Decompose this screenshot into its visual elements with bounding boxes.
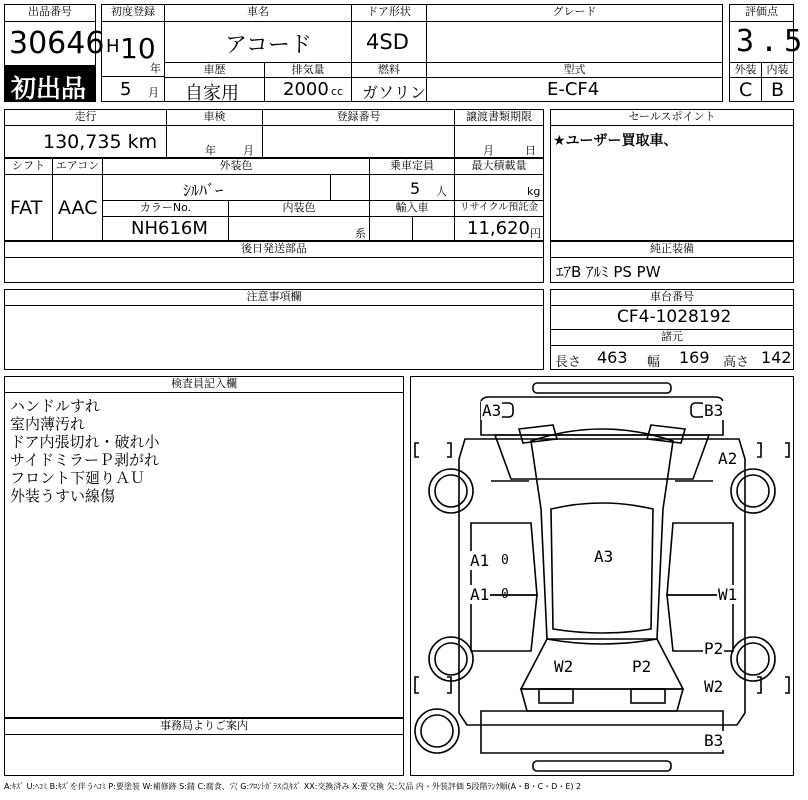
inspector-line-6: 外装うすい線傷 (10, 487, 116, 505)
length-label: 長さ (555, 355, 582, 370)
equipment-box (550, 257, 794, 283)
import-label: 輸入車 (369, 200, 455, 217)
recycle-label: リサイクル預託金 (454, 200, 544, 217)
shift-value: FAT (10, 197, 43, 219)
score-label: 評価点 (729, 4, 794, 22)
inspection-year-unit: 年 (205, 144, 216, 157)
notes-label: 注意事項欄 (4, 289, 544, 306)
interior-label: 内装 (761, 62, 794, 78)
inspection-month-unit: 月 (243, 144, 254, 157)
reg-year-box (101, 21, 165, 77)
chassis-number: CF4-1028192 (617, 307, 732, 327)
inspector-line-4: サイドミラーＰ剥がれ (10, 451, 159, 469)
mark-b3-rear: B3 (704, 731, 724, 750)
mark-w1-right: W1 (718, 585, 738, 604)
inspector-line-5: フロント下廻りＡＵ (10, 469, 146, 487)
recycle-box (454, 216, 544, 241)
load-label: 最大積載量 (454, 158, 544, 175)
first-listing-badge (4, 66, 96, 102)
dimensions-label: 諸元 (550, 329, 794, 346)
score-box (729, 21, 808, 63)
disp-box (264, 77, 352, 102)
plate-label: 登録番号 (262, 109, 455, 126)
mark-w2-right: W2 (704, 677, 724, 696)
mark-a3-roof: A3 (594, 547, 614, 566)
sales-point-box (550, 125, 794, 241)
equipment-value: ｴｱB ｱﾙﾐ PS PW (556, 263, 661, 281)
import-box-a (369, 216, 413, 241)
width-label: 幅 (647, 355, 661, 370)
fuel-value: ガソリン (362, 83, 427, 102)
inspector-line-2: 室内薄汚れ (10, 415, 86, 433)
mark-a1-left-rear: A1 (470, 585, 490, 604)
month-number: 5 (120, 79, 132, 100)
inspector-line-1: ハンドルすれ (10, 397, 101, 415)
ext-color-extra (330, 174, 370, 201)
fuel-box (351, 77, 427, 102)
lot-number: 30646 (9, 26, 105, 61)
height-label: 高さ (723, 355, 750, 370)
transfer-month-unit: 月 (483, 144, 494, 157)
length-value: 463 (597, 348, 628, 367)
ext-color-label: 外装色 (102, 158, 370, 175)
fuel-label: 燃料 (351, 62, 427, 78)
era: H (106, 36, 120, 57)
ext-color-box (102, 174, 331, 201)
reg-label: 初度登録 (101, 4, 165, 22)
equipment-label: 純正装備 (550, 241, 794, 258)
zero-mark-rear: 0 (501, 587, 509, 602)
shift-label: シフト (4, 158, 53, 175)
capacity-unit: 人 (436, 185, 447, 198)
capacity-box (369, 174, 455, 201)
load-box (454, 174, 544, 201)
mileage-value: 130,735 km (43, 131, 158, 153)
later-parts-label: 後日発送部品 (4, 241, 544, 258)
mark-b3-front-right: B3 (704, 401, 724, 420)
int-color-unit: 系 (355, 227, 366, 240)
sales-point-label: セールスポイント (550, 109, 794, 126)
color-no-box (102, 216, 229, 241)
chassis-box (550, 305, 794, 330)
zero-mark-front: 0 (501, 553, 509, 568)
car-outline (411, 377, 793, 775)
ext-color-value: ｼﾙﾊﾞｰ (183, 181, 224, 200)
disp-unit: cc (331, 85, 344, 98)
sales-point-text: ★ユーザー買取車、 (553, 133, 678, 149)
model-box (426, 77, 723, 102)
inspection-label: 車検 (166, 109, 263, 126)
mileage-label: 走行 (4, 109, 167, 126)
mark-a2-right: A2 (718, 449, 738, 468)
model-label: 型式 (426, 62, 723, 78)
office-box (4, 734, 404, 776)
ac-box (52, 174, 103, 241)
history-label: 車歴 (164, 62, 265, 78)
grade-label: グレード (426, 4, 723, 22)
lot-box (4, 21, 105, 66)
exterior-label: 外装 (729, 62, 762, 78)
inspection-box (166, 125, 263, 158)
door-label: ドア形状 (351, 4, 427, 22)
color-no-label: カラーNo. (102, 200, 229, 217)
door-type: 4SD (366, 30, 409, 54)
car-name: アコード (225, 33, 312, 58)
car-diagram (410, 376, 794, 776)
exterior-box (729, 77, 762, 102)
mark-p2-trunk: P2 (632, 657, 652, 676)
interior-score: B (771, 79, 785, 101)
interior-box (761, 77, 794, 102)
door-box (351, 21, 427, 63)
chassis-label: 車台番号 (550, 289, 794, 306)
first-listing-text: 初出品 (11, 74, 87, 103)
recycle-value: 11,620 (467, 218, 530, 239)
year-unit: 年 (150, 62, 161, 75)
mark-p2-right: P2 (704, 639, 724, 658)
history-value: 自家用 (185, 83, 239, 104)
mark-a3-front-left: A3 (482, 401, 502, 420)
capacity-label: 乗車定員 (369, 158, 455, 175)
office-label: 事務局よりご案内 (4, 718, 404, 735)
load-unit: kg (527, 185, 541, 198)
width-value: 169 (679, 348, 710, 367)
exterior-score: C (739, 79, 753, 101)
int-color-label: 内装色 (228, 200, 370, 217)
color-no-value: NH616M (131, 218, 208, 239)
history-box (164, 77, 265, 102)
mark-w2-trunk: W2 (554, 657, 574, 676)
model-value: E-CF4 (547, 79, 600, 100)
score-value: 3.5 (736, 24, 808, 59)
grade-box (426, 21, 723, 63)
year-number: 10 (120, 32, 156, 65)
transfer-day-unit: 日 (525, 144, 536, 157)
mark-a1-left-front: A1 (470, 551, 490, 570)
transfer-box (454, 125, 544, 158)
mileage-box (4, 125, 167, 158)
ac-label: エアコン (52, 158, 103, 175)
height-value: 142 (761, 348, 792, 367)
transfer-label: 譲渡書類期限 (454, 109, 544, 126)
inspector-label: 検査員記入欄 (4, 376, 404, 393)
plate-box (262, 125, 455, 158)
disp-label: 排気量 (264, 62, 352, 78)
legend-text: A:ｷｽﾞ U:ﾍｺﾐ B:ｷｽﾞを伴うﾍｺﾐ P:要塗装 W:補修跡 S:錆 C:腐食、穴 G:ﾌﾛﾝﾄｶﾞﾗｽ点ｷｽﾞ XX:交換済み X:要交換 欠:欠品 内・外装評価 5段階ﾗﾝｸ順(A・B・C・D・E) 2 (4, 782, 582, 791)
recycle-unit: 円 (530, 227, 541, 240)
ac-value: AAC (58, 197, 98, 219)
notes-box (4, 305, 544, 370)
shift-box (4, 174, 53, 241)
dimensions-box (550, 345, 794, 370)
car-name-label: 車名 (164, 4, 352, 22)
month-unit: 月 (148, 86, 159, 99)
inspector-box (4, 392, 404, 718)
later-parts-box (4, 257, 544, 283)
car-name-box (164, 21, 352, 63)
capacity-value: 5 (410, 179, 421, 198)
import-box-b (412, 216, 455, 241)
inspector-line-3: ドア内張切れ・破れ小 (10, 433, 160, 451)
disp-value: 2000 (283, 79, 329, 100)
reg-month-box (101, 76, 165, 102)
lot-label: 出品番号 (4, 4, 96, 22)
int-color-box (228, 216, 370, 241)
